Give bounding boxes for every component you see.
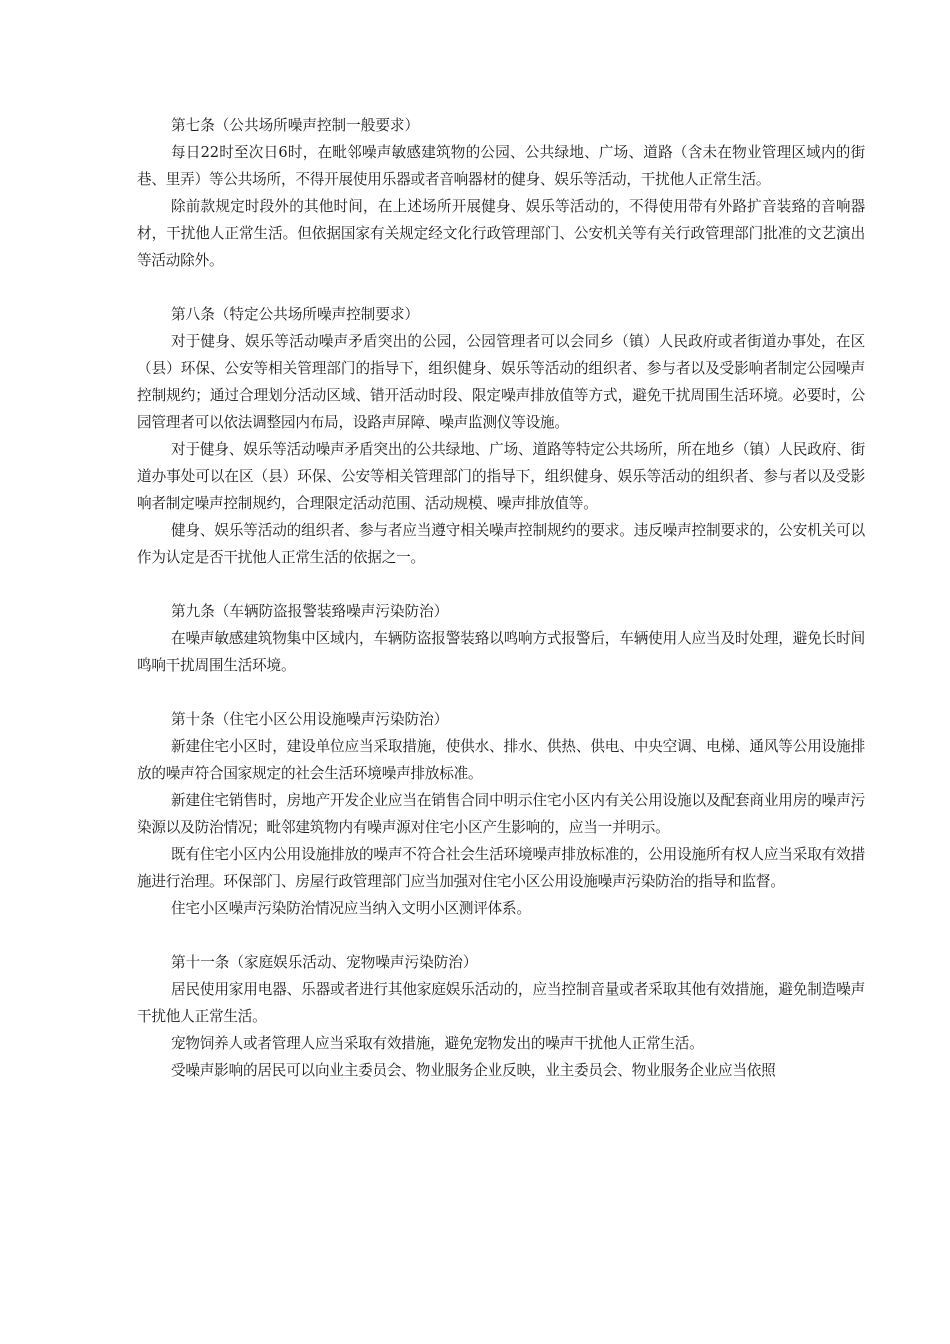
paragraph: 既有住宅小区内公用设施排放的噪声不符合社会生活环境噪声排放标准的，公用设施所有权人应当采取有效措施进行治理。环保部门、房屋行政管理部门应当加强对住宅小区公用设施噪声污染防治的指导和监督。 [137, 846, 865, 890]
paragraph: 每日22时至次日6时，在毗邻噪声敏感建筑物的公园、公共绿地、广场、道路（含未在物业管理区域内的街巷、里弄）等公共场所，不得开展使用乐器或者音响器材的健身、娱乐等活动，干扰他人正常生活。 [137, 144, 865, 188]
paragraph: 对于健身、娱乐等活动噪声矛盾突出的公园，公园管理者可以会同乡（镇）人民政府或者街道办事处，在区（县）环保、公安等相关管理部门的指导下，组织健身、娱乐等活动的组织者、参与者以及受影响者制定公园噪声控制规约；通过合理划分活动区域、错开活动时段、限定噪声排放值等方式，避免干扰周围生活环境。必要时，公园管理者可以依法调整园内布局，设路声屏障、噪声监测仪等设施。 [137, 333, 865, 431]
document-body [137, 112, 865, 1111]
paragraph: 在噪声敏感建筑物集中区域内，车辆防盗报警装臵以鸣响方式报警后，车辆使用人应当及时处理，避免长时间鸣响干扰周围生活环境。 [137, 630, 865, 674]
paragraph: 新建住宅销售时，房地产开发企业应当在销售合同中明示住宅小区内有关公用设施以及配套商业用房的噪声污染源以及防治情况；毗邻建筑物内有噪声源对住宅小区产生影响的，应当一并明示。 [137, 792, 865, 836]
paragraph: 健身、娱乐等活动的组织者、参与者应当遵守相关噪声控制规约的要求。违反噪声控制要求的，公安机关可以作为认定是否干扰他人正常生活的依据之一。 [137, 522, 865, 566]
paragraph: 居民使用家用电器、乐器或者进行其他家庭娱乐活动的，应当控制音量或者采取其他有效措施，避免制造噪声干扰他人正常生活。 [137, 981, 865, 1025]
article-title: 第十条（住宅小区公用设施噪声污染防治） [171, 711, 449, 728]
article-11 [137, 949, 865, 1084]
article-9 [137, 598, 865, 679]
article-title: 第七条（公共场所噪声控制一般要求） [171, 117, 420, 134]
paragraph: 受噪声影响的居民可以向业主委员会、物业服务企业反映，业主委员会、物业服务企业应当依照 [171, 1062, 776, 1079]
paragraph: 新建住宅小区时，建设单位应当采取措施，使供水、排水、供热、供电、中央空调、电梯、通风等公用设施排放的噪声符合国家规定的社会生活环境噪声排放标准。 [137, 738, 865, 782]
article-10 [137, 706, 865, 922]
article-title: 第十一条（家庭娱乐活动、宠物噪声污染防治） [171, 954, 478, 971]
article-title: 第八条（特定公共场所噪声控制要求） [171, 306, 420, 323]
paragraph: 宠物饲养人或者管理人应当采取有效措施，避免宠物发出的噪声干扰他人正常生活。 [171, 1035, 704, 1052]
paragraph: 对于健身、娱乐等活动噪声矛盾突出的公共绿地、广场、道路等特定公共场所，所在地乡（镇）人民政府、街道办事处可以在区（县）环保、公安等相关管理部门的指导下，组织健身、娱乐等活动的组织者、参与者以及受影响者制定噪声控制规约，合理限定活动范围、活动规模、噪声排放值等。 [137, 441, 865, 512]
article-8 [137, 301, 865, 571]
article-7 [137, 112, 865, 274]
article-title: 第九条（车辆防盗报警装臵噪声污染防治） [171, 603, 449, 620]
paragraph: 住宅小区噪声污染防治情况应当纳入文明小区测评体系。 [171, 900, 531, 917]
paragraph: 除前款规定时段外的其他时间，在上述场所开展健身、娱乐等活动的，不得使用带有外路扩音装臵的音响器材，干扰他人正常生活。但依据国家有关规定经文化行政管理部门、公安机关等有关行政管理部门批准的文艺演出等活动除外。 [137, 198, 865, 269]
